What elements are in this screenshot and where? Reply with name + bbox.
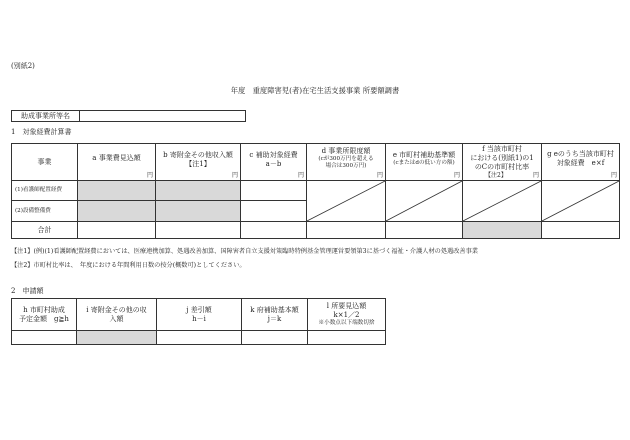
header-c-label: c 補助対象経費 <box>249 151 298 159</box>
header-item: 事業 <box>12 144 78 181</box>
header-b-label: b 寄附金その他収入額 <box>163 151 233 159</box>
header-l-formula: k×1／2 <box>333 311 360 319</box>
cell-j-value[interactable] <box>157 331 242 345</box>
header-a-label: a 事業費見込額 <box>92 154 141 162</box>
note-1: 【注1】(例)(1)看護師配置経費においては、医療連携加算、処遇改善加算、国障害者自立支援対策臨時特例基金管理運営要領第3に基づく福祉・介護人材の処遇改善事業 <box>11 248 478 255</box>
header-f-note: 【注2】 <box>485 171 507 179</box>
applicant-label: 助成事業所等名 <box>12 111 80 122</box>
row-label-total: 合計 <box>12 222 78 239</box>
header-f-label: f 当該市町村 <box>482 145 522 153</box>
header-l <box>308 299 386 331</box>
cell-a-equipment[interactable] <box>78 201 156 222</box>
unit-g: 円 <box>610 171 617 179</box>
unit-c: 円 <box>297 171 304 179</box>
header-f <box>463 144 542 181</box>
header-f-line2: における(別紙1)の1 <box>470 153 534 162</box>
applicant-name-field[interactable] <box>80 111 246 122</box>
header-b-note: 【注1】 <box>185 159 211 168</box>
header-j-label: j 差引額 <box>186 305 212 314</box>
row-label-equipment: (2)設備整備費 <box>12 201 78 222</box>
section1-heading: 1 対象経費計算書 <box>11 128 72 136</box>
cell-h-value[interactable] <box>12 331 77 345</box>
header-e-cond: (cまたはdの低い方の額) <box>393 159 455 166</box>
header-f-line3: のCの市町村比率 <box>474 162 530 171</box>
header-i-label: i 寄附金その他の収 <box>86 305 147 314</box>
header-d-cond1: (cが300万円を超える <box>318 155 374 162</box>
cell-d-slashed <box>307 181 386 222</box>
cell-d-total[interactable] <box>307 222 386 239</box>
unit-f: 円 <box>532 171 539 179</box>
header-k-formula: j＝k <box>267 314 282 323</box>
unit-b: 円 <box>231 171 238 179</box>
cell-g-total[interactable] <box>542 222 620 239</box>
diagonal-slash-d <box>307 181 385 221</box>
cell-c-nurse[interactable] <box>241 181 307 201</box>
header-h-label: h 市町村助成 <box>23 305 65 314</box>
header-j-formula: h－i <box>192 314 206 323</box>
cell-b-total[interactable] <box>156 222 241 239</box>
diagonal-slash-f <box>463 181 541 221</box>
header-h <box>12 299 77 331</box>
cell-a-total[interactable] <box>78 222 156 239</box>
unit-e: 円 <box>453 171 460 179</box>
cell-f-slashed <box>463 181 542 222</box>
header-g-formula: 対象経費 e×f <box>556 158 605 167</box>
cell-b-equipment[interactable] <box>156 201 241 222</box>
header-e <box>386 144 463 181</box>
unit-d: 円 <box>376 171 383 179</box>
note-2: 【注2】市町村比率は、 年度における年間利用日数の按分(概数可)としてください。 <box>11 262 246 269</box>
header-a <box>78 144 156 181</box>
header-g <box>542 144 620 181</box>
header-k-label: k 府補助基本額 <box>250 305 299 314</box>
cell-a-nurse[interactable] <box>78 181 156 201</box>
header-l-label: l 所要見込額 <box>326 302 367 311</box>
unit-a: 円 <box>146 171 153 179</box>
header-h-formula: 予定金額 g≧h <box>19 314 69 323</box>
cell-i-value[interactable] <box>77 331 157 345</box>
header-j <box>157 299 242 331</box>
header-l-note: ※小数点以下端数切捨 <box>318 319 375 326</box>
header-d-label: d 事業所限度額 <box>321 147 371 155</box>
cell-l-value[interactable] <box>308 331 386 345</box>
cell-b-nurse[interactable] <box>156 181 241 201</box>
cell-e-slashed <box>386 181 463 222</box>
header-c-formula: a－b <box>265 159 282 168</box>
header-g-label: g eのうち当該市町村 <box>547 150 614 158</box>
header-d-cond2: 場合は300万円) <box>325 162 367 169</box>
header-e-label: e 市町村補助基準額 <box>392 151 456 159</box>
cell-e-total[interactable] <box>386 222 463 239</box>
cell-k-value[interactable] <box>242 331 308 345</box>
cell-f-total <box>463 222 542 239</box>
header-k <box>242 299 308 331</box>
header-i-line2: 入額 <box>109 314 124 323</box>
header-i <box>77 299 157 331</box>
header-d <box>307 144 386 181</box>
diagonal-slash-e <box>386 181 462 221</box>
diagonal-slash-g <box>542 181 619 221</box>
form-label: (別紙2) <box>11 62 35 70</box>
document-title: 年度 重度障害児(者)在宅生活支援事業 所要額調書 <box>230 86 400 95</box>
application-amount-table <box>11 298 386 345</box>
row-label-nurse: (1)看護師配置経費 <box>12 181 78 201</box>
cell-g-slashed <box>542 181 620 222</box>
cost-calculation-table <box>11 143 620 239</box>
section2-heading: 2 申請額 <box>11 287 44 295</box>
header-b <box>156 144 241 181</box>
applicant-table <box>11 110 246 122</box>
cell-c-total[interactable] <box>241 222 307 239</box>
header-c <box>241 144 307 181</box>
cell-c-equipment[interactable] <box>241 201 307 222</box>
